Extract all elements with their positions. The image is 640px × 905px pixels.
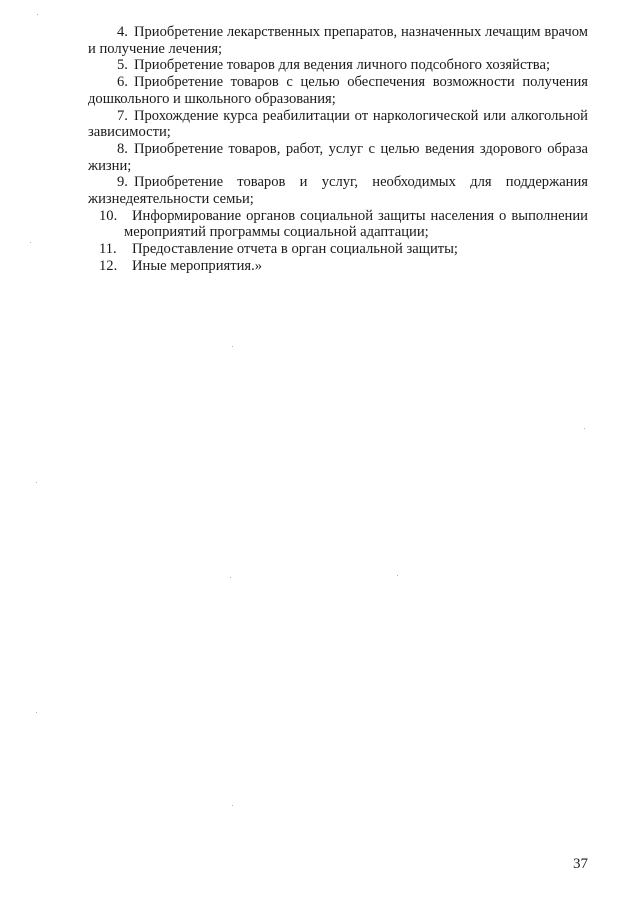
list-item [88,141,588,174]
list-item-text: Иные мероприятия.» [132,257,263,274]
list-item [88,241,588,258]
list-item-text: Приобретение товаров для ведения личного подсобного хозяйства; [133,57,551,74]
list-item-text: Прохождение курса реабилитации от наркологической или алкогольной зависимости; [88,107,588,141]
scan-speck [37,14,38,15]
list-item-text: Приобретение лекарственных препаратов, назначенных лечащим врачом и получение лечения; [88,24,588,57]
list-item-text: Приобретение товаров, работ, услуг с целью ведения здорового образа жизни; [88,140,588,174]
scan-speck [230,577,231,578]
list-item [88,258,588,275]
scan-speck [232,346,233,347]
list-item [88,208,588,241]
scan-speck [397,575,398,576]
list-item [88,174,588,207]
scan-speck [584,428,585,429]
scan-speck [36,482,37,483]
scan-speck [30,242,31,243]
page-number: 37 [573,856,588,872]
list-item-number: 5. [117,57,128,74]
list-item-number: 4. [117,24,128,40]
list-item [88,74,588,107]
scan-speck [36,712,37,713]
list-item [88,108,588,141]
list-item-number: 8. [117,140,128,157]
list-item-number: 10. [99,207,118,224]
list-item-text: Приобретение товаров и услуг, необходимых для поддержания жизнедеятельности семьи; [88,174,588,208]
list-item-number: 7. [117,107,128,124]
list-item-text: Предоставление отчета в орган социальной защиты; [132,241,458,258]
list-item-number: 6. [117,74,128,91]
list-item-number: 11. [99,241,117,258]
list-item [88,24,588,57]
measures-list [88,24,588,275]
list-item-text: Информирование органов социальной защиты населения о выполнении мероприятий программы социальной адаптации; [124,207,588,241]
scan-speck [232,805,233,806]
list-item-number: 9. [117,174,128,191]
list-item [88,57,588,74]
list-item-number: 12. [99,257,118,274]
list-item-text: Приобретение товаров с целью обеспечения возможности получения дошкольного и школьного образования; [88,74,588,107]
